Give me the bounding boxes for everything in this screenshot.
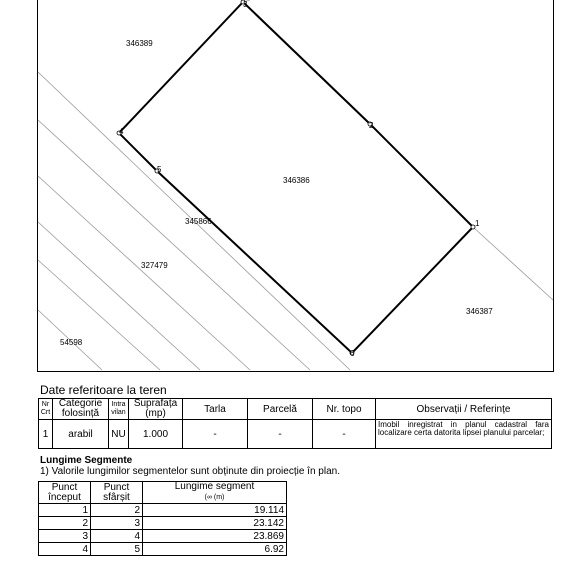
- parcel-label-327479: 327479: [141, 261, 168, 270]
- table-row: [39, 504, 287, 517]
- table-row: [39, 517, 287, 530]
- segment-end-cell: 4: [91, 530, 143, 543]
- table-row: [39, 543, 287, 556]
- header-start: Punct început: [39, 482, 91, 504]
- segment-end-cell: 3: [91, 517, 143, 530]
- cell-intravilan: NU: [109, 420, 129, 449]
- segment-length-cell: 6.92: [143, 543, 287, 556]
- point-label-5: 5: [157, 165, 162, 174]
- segments-subtitle: 1) Valorile lungimilor segmentelor sunt obținute din proiecție în plan.: [40, 466, 340, 477]
- point-label-2: 2: [369, 121, 374, 130]
- parcel-label-346389: 346389: [126, 39, 153, 48]
- table-row: [39, 530, 287, 543]
- segment-start-cell: 4: [39, 543, 91, 556]
- segments-header-row: [39, 482, 287, 504]
- header-nr: Nr Crt: [39, 399, 53, 420]
- header-parcela: Parcelă: [248, 399, 313, 420]
- segment-end-cell: 5: [91, 543, 143, 556]
- header-topo: Nr. topo: [313, 399, 376, 420]
- header-end: Punct sfârșit: [91, 482, 143, 504]
- header-categorie: Categorie folosință: [53, 399, 109, 420]
- header-intravilan: Intra vilan: [109, 399, 129, 420]
- parcel-label-346387: 346387: [466, 307, 493, 316]
- segment-length-cell: 23.869: [143, 530, 287, 543]
- parcel-label-54598: 54598: [60, 338, 83, 347]
- land-header-row: [39, 399, 552, 420]
- land-data-row: [39, 420, 552, 449]
- segment-end-cell: 2: [91, 504, 143, 517]
- segment-start-cell: 1: [39, 504, 91, 517]
- point-label-1: 1: [475, 219, 480, 228]
- header-length-label: Lungime segment: [174, 481, 255, 492]
- land-data-table: [38, 398, 552, 449]
- cell-nr: 1: [39, 420, 53, 449]
- header-tarla: Tarla: [183, 399, 248, 420]
- parcel-label-345866: 345866: [185, 217, 212, 226]
- segment-length-cell: 23.142: [143, 517, 287, 530]
- cell-topo: -: [313, 420, 376, 449]
- header-obs: Observații / Referințe: [376, 399, 552, 420]
- point-label-6: 6: [350, 349, 355, 358]
- cell-obs: Imobil inregistrat in planul cadastral fara localizare certa datorita lipsei planului parcelar;: [376, 420, 552, 449]
- segment-start-cell: 2: [39, 517, 91, 530]
- point-label-4: 4: [119, 127, 124, 136]
- cell-suprafata: 1.000: [129, 420, 183, 449]
- point-label-3: 3: [243, 0, 248, 9]
- segments-body: [39, 504, 287, 556]
- parcel-label-346386: 346386: [283, 176, 310, 185]
- segment-start-cell: 3: [39, 530, 91, 543]
- header-length-unit: (∞ (m): [204, 494, 225, 501]
- segments-table: [38, 481, 287, 556]
- segments-title: Lungime Segmente: [40, 455, 133, 466]
- header-length: [143, 482, 287, 504]
- cell-parcela: -: [248, 420, 313, 449]
- land-data-title: Date referitoare la teren: [40, 383, 167, 397]
- segment-length-cell: 19.114: [143, 504, 287, 517]
- cell-tarla: -: [183, 420, 248, 449]
- header-suprafata: Suprafața (mp): [129, 399, 183, 420]
- cell-categorie: arabil: [53, 420, 109, 449]
